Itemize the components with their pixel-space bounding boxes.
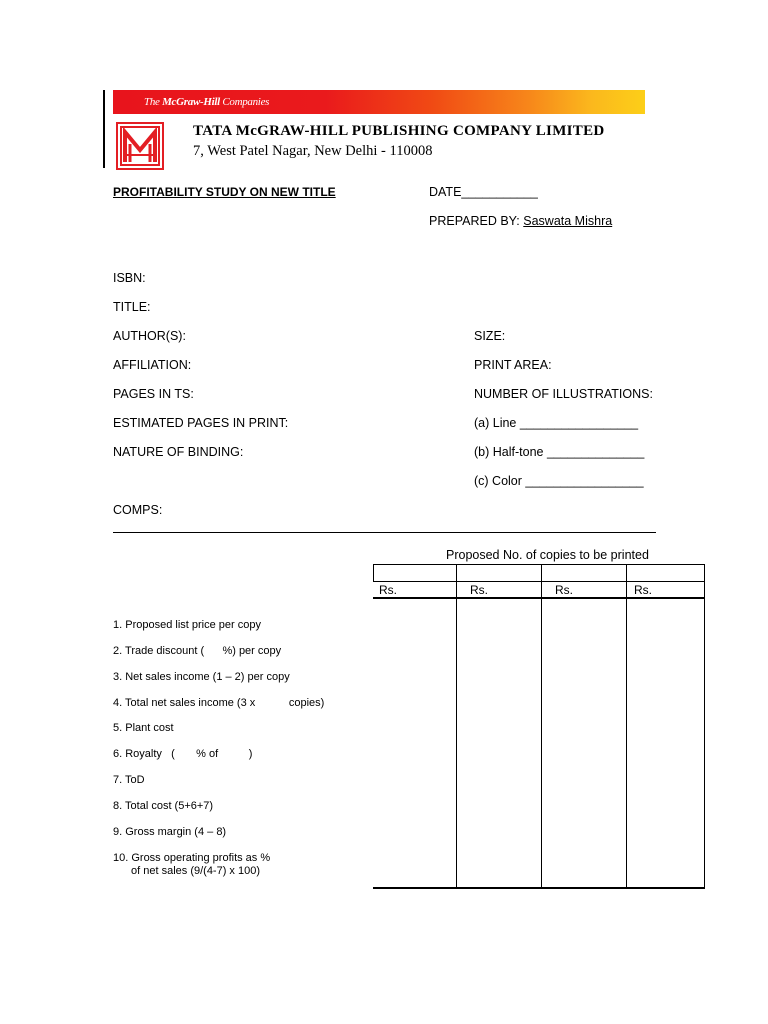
row-label-total-net-sales-income: 4. Total net sales income (3 x copies) (113, 697, 325, 709)
field-illustrations-color: (c) Color _________________ (474, 474, 644, 488)
row-label-net-sales-income: 3. Net sales income (1 – 2) per copy (113, 671, 290, 683)
prepared-by-label: PREPARED BY: (429, 214, 520, 228)
row-label-gross-operating-profits-cont: of net sales (9/(4-7) x 100) (131, 865, 261, 877)
row-label-list-price: 1. Proposed list price per copy (113, 619, 261, 631)
field-comps: COMPS: (113, 503, 163, 517)
field-illustrations-line: (a) Line _________________ (474, 416, 639, 430)
field-affiliation: AFFILIATION: (113, 358, 192, 372)
prepared-by-field (429, 214, 612, 228)
field-pages-in-ts: PAGES IN TS: (113, 387, 194, 401)
row-label-gross-margin: 9. Gross margin (4 – 8) (113, 826, 227, 838)
section-divider (113, 532, 656, 533)
column-header-rs-4: Rs. (634, 583, 652, 597)
column-header-rs-3: Rs. (555, 583, 573, 597)
row-label-tod: 7. ToD (113, 774, 145, 786)
banner-brand: McGraw-Hill (162, 96, 220, 108)
prepared-by-value: Saswata Mishra (523, 214, 613, 228)
date-field: DATE___________ (429, 185, 538, 199)
table-caption: Proposed No. of copies to be printed (446, 548, 649, 562)
table-col-divider-2 (541, 564, 542, 889)
company-address: 7, West Patel Nagar, New Delhi - 110008 (193, 143, 433, 159)
brand-banner-text (144, 96, 269, 108)
company-name: TATA McGRAW-HILL PUBLISHING COMPANY LIMITED (193, 123, 605, 139)
field-title: TITLE: (113, 300, 151, 314)
column-header-rs-1: Rs. (379, 583, 397, 597)
row-label-plant-cost: 5. Plant cost (113, 722, 174, 734)
table-bottom-rule (373, 887, 705, 889)
field-nature-of-binding: NATURE OF BINDING: (113, 445, 244, 459)
form-heading: PROFITABILITY STUDY ON NEW TITLE (113, 185, 336, 199)
row-label-total-cost: 8. Total cost (5+6+7) (113, 800, 214, 812)
table-top-rule (373, 564, 705, 565)
field-illustrations-half-tone: (b) Half-tone ______________ (474, 445, 645, 459)
header-vertical-rule (103, 90, 105, 168)
column-header-rs-2: Rs. (470, 583, 488, 597)
field-size: SIZE: (474, 329, 506, 343)
table-col-divider-0 (373, 564, 374, 582)
field-number-of-illustrations: NUMBER OF ILLUSTRATIONS: (474, 387, 653, 401)
field-estimated-pages: ESTIMATED PAGES IN PRINT: (113, 416, 289, 430)
table-header-bottom-rule (373, 597, 705, 599)
field-isbn: ISBN: (113, 271, 146, 285)
table-col-divider-1 (456, 564, 457, 889)
row-label-royalty: 6. Royalty ( % of ) (113, 748, 253, 760)
field-authors: AUTHOR(S): (113, 329, 186, 343)
table-col-divider-4 (704, 564, 705, 889)
table-header-top-rule (373, 581, 705, 582)
banner-suffix: Companies (222, 96, 270, 108)
row-label-gross-operating-profits: 10. Gross operating profits as % (113, 852, 271, 864)
field-print-area: PRINT AREA: (474, 358, 552, 372)
banner-prefix: The (144, 96, 160, 108)
row-label-trade-discount: 2. Trade discount ( %) per copy (113, 645, 282, 657)
mcgraw-hill-logo-icon (116, 122, 164, 170)
table-col-divider-3 (626, 564, 627, 889)
